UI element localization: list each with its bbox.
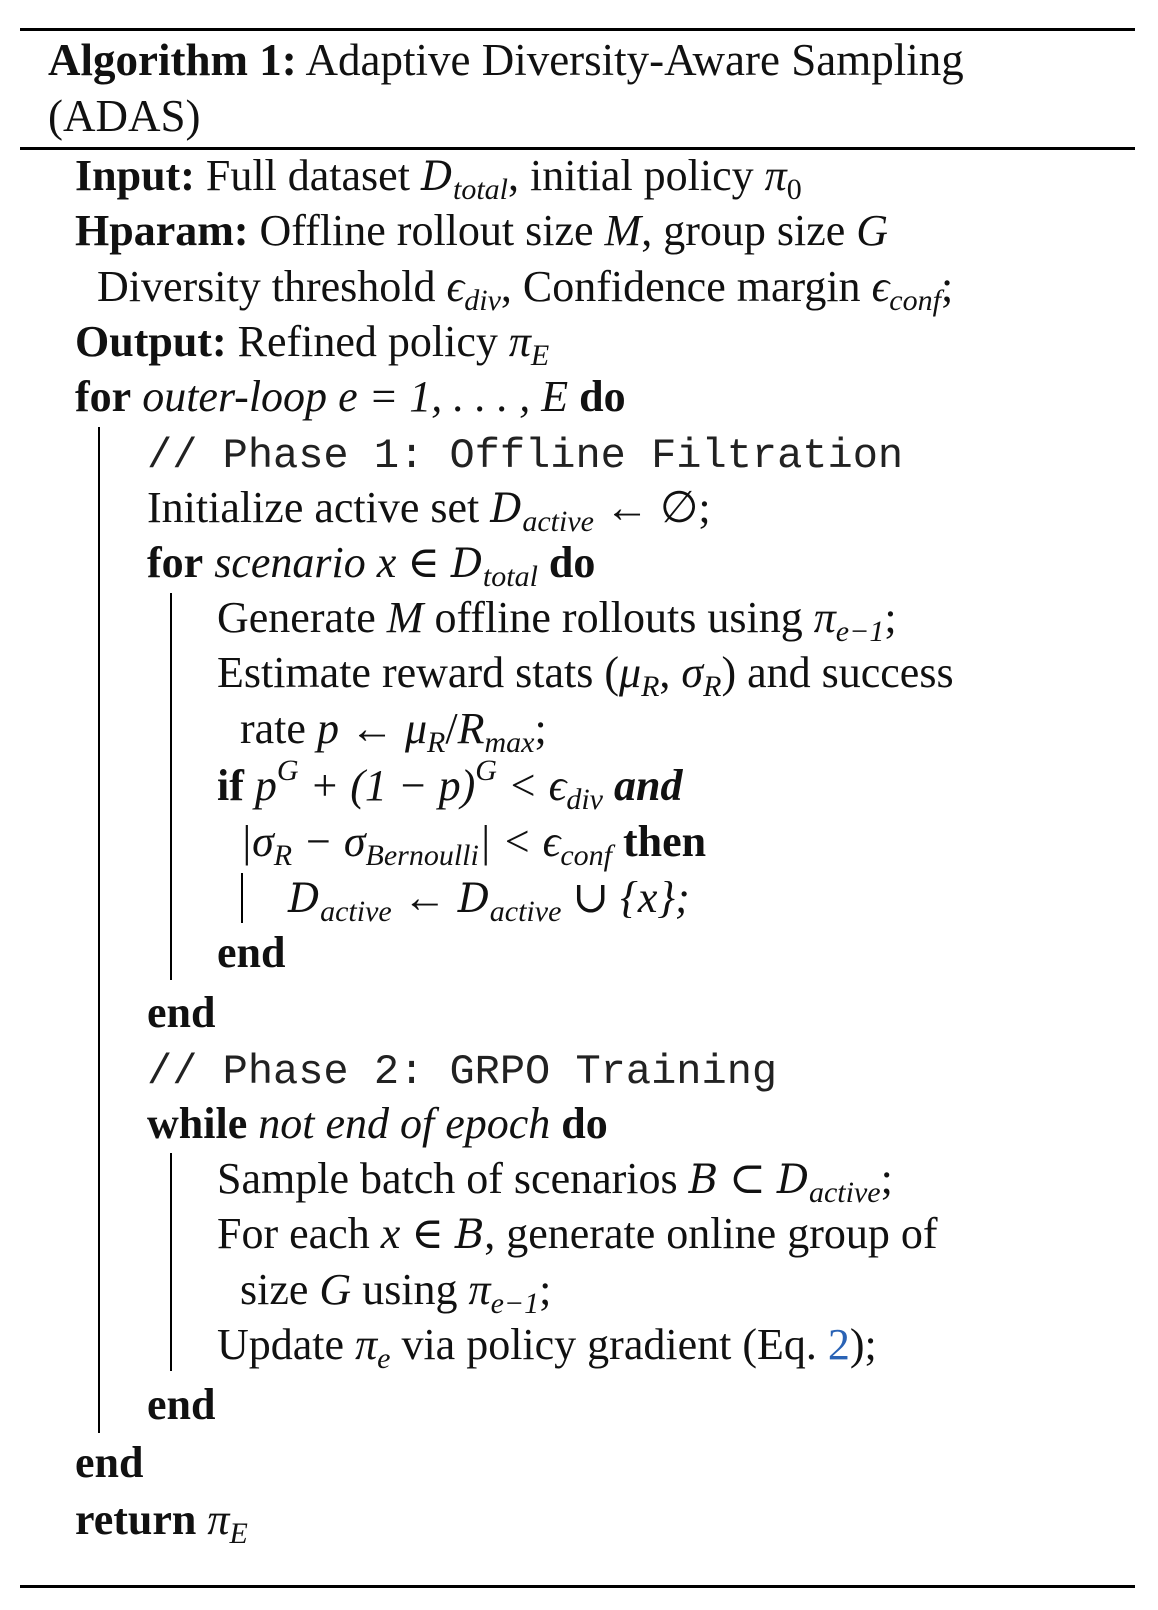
p-symbol: p xyxy=(243,761,277,810)
batch-symbol: B xyxy=(454,1212,485,1258)
if-keyword: if xyxy=(217,761,244,810)
end-keyword: end xyxy=(217,928,286,977)
return-line xyxy=(75,1492,248,1548)
epsilon-symbol-2: ϵ xyxy=(871,262,890,311)
hparam-line-2 xyxy=(97,259,953,315)
hparam2-text: Diversity threshold xyxy=(97,262,447,311)
active-subscript: active xyxy=(522,505,594,538)
mu-symbol: μ xyxy=(404,704,428,753)
for-scenario-line xyxy=(147,535,595,591)
while-keyword: while xyxy=(147,1099,248,1148)
outer-loop-bar xyxy=(98,427,100,1433)
policy-subscript: e−1 xyxy=(490,1287,540,1320)
scenario-loop-bar xyxy=(170,593,172,980)
return-keyword: return xyxy=(75,1495,197,1544)
init-line xyxy=(147,480,711,536)
equation-reference-link[interactable]: 2 xyxy=(827,1320,850,1369)
hparam-text: Offline rollout size xyxy=(259,206,605,255)
for-outer-line xyxy=(75,369,626,425)
rollout-size-symbol: M xyxy=(604,206,642,255)
dataset-symbol: D xyxy=(450,541,483,587)
policy-symbol: π xyxy=(813,593,836,642)
rate-line xyxy=(240,701,547,757)
sample-text: Sample batch of scenarios xyxy=(217,1154,689,1203)
if-body-bar xyxy=(241,873,243,923)
phase2-comment xyxy=(147,1041,777,1097)
active-set-symbol: D xyxy=(776,1157,809,1203)
rollout-size-symbol: M xyxy=(386,593,424,642)
size-line xyxy=(240,1262,551,1318)
end-for-scenario-line xyxy=(147,985,215,1041)
while-loop-bar xyxy=(170,1153,172,1371)
r-symbol: R xyxy=(457,704,485,753)
policy-subscript: 0 xyxy=(786,173,802,206)
active-subscript: active xyxy=(808,1176,881,1209)
for-expression: x ∈ xyxy=(365,538,451,587)
policy-symbol: π xyxy=(196,1495,230,1544)
input-text: Full dataset xyxy=(205,151,421,200)
algorithm-title-line1: Adaptive Diversity-Aware Sampling xyxy=(305,35,964,85)
policy-subscript: E xyxy=(229,1517,248,1550)
size-text: size xyxy=(240,1265,320,1314)
init-text: Initialize active set xyxy=(147,483,491,532)
sigma-subscript: R xyxy=(703,670,722,703)
epsilon-symbol: ϵ xyxy=(446,262,465,311)
sample-line xyxy=(217,1151,893,1207)
input-line xyxy=(75,148,802,204)
algorithm-caption xyxy=(48,32,1108,144)
epsilon-div-subscript: div xyxy=(464,284,501,317)
estimate-text-2: ) and success xyxy=(721,648,954,697)
hparam2-text-2: , Confidence margin xyxy=(500,262,872,311)
assign-line xyxy=(288,870,690,926)
generate-line xyxy=(217,590,897,646)
semicolon: ; xyxy=(880,1154,893,1203)
dataset-symbol: D xyxy=(420,154,454,200)
active-set-symbol-2: D xyxy=(457,876,490,922)
end-keyword: end xyxy=(147,988,216,1037)
for-condition: outer-loop xyxy=(142,372,328,421)
end-if-line xyxy=(217,925,285,981)
comment-text: // Phase 1: Offline Filtration xyxy=(147,432,904,480)
for-condition: scenario xyxy=(214,538,366,587)
cond-minus-sigma: − σ xyxy=(292,817,366,866)
policy-symbol: π xyxy=(764,151,787,200)
end-while-line xyxy=(147,1377,215,1433)
generate-text-2: offline rollouts using xyxy=(423,593,814,642)
for-keyword: for xyxy=(75,372,132,421)
end-for-outer-line xyxy=(75,1435,143,1491)
arrow: ← xyxy=(391,873,458,922)
bottom-rule xyxy=(20,1585,1135,1588)
update-text-2: via policy gradient (Eq. xyxy=(390,1320,828,1369)
group-size-symbol: G xyxy=(856,206,889,255)
active-subscript: active xyxy=(320,895,392,928)
output-text: Refined policy xyxy=(237,317,509,366)
rate-text: rate xyxy=(240,704,317,753)
size-text-2: using xyxy=(351,1265,469,1314)
end-keyword: end xyxy=(147,1380,216,1429)
comment-text: // Phase 2: GRPO Training xyxy=(147,1048,778,1096)
bernoulli-subscript: Bernoulli xyxy=(365,839,479,872)
hparam-keyword: Hparam: xyxy=(75,206,249,255)
dataset-subscript: total xyxy=(453,173,509,206)
end-keyword: end xyxy=(75,1438,144,1487)
r-subscript: max xyxy=(484,726,535,759)
g-superscript: G xyxy=(276,754,299,787)
top-rule xyxy=(20,28,1135,31)
policy-subscript: E xyxy=(530,339,550,372)
then-keyword: then xyxy=(623,817,707,866)
dataset-subscript: total xyxy=(482,560,538,593)
input-text-2: , initial policy xyxy=(508,151,765,200)
algorithm-title-line2: (ADAS) xyxy=(48,91,201,141)
conf-subscript: conf xyxy=(560,839,613,872)
active-set-symbol: D xyxy=(288,876,321,922)
g-superscript-2: G xyxy=(475,754,497,787)
do-keyword: do xyxy=(548,538,596,587)
foreach-text: For each xyxy=(217,1209,381,1258)
policy-subscript: e−1 xyxy=(835,615,885,648)
group-size-symbol: G xyxy=(319,1265,352,1314)
cond-less-than: | < ϵ xyxy=(478,817,561,866)
div-subscript: div xyxy=(566,783,603,816)
less-than-epsilon: < ϵ xyxy=(496,761,567,810)
cond-sigma: |σ xyxy=(240,817,274,866)
and-keyword: and xyxy=(614,761,683,810)
estimate-text: Estimate reward stats ( xyxy=(217,648,619,697)
algorithm-label: Algorithm 1: xyxy=(48,35,297,85)
update-text-3: ); xyxy=(849,1320,877,1369)
semicolon: ; xyxy=(940,262,954,311)
sigma-symbol: σ xyxy=(681,648,704,697)
if-line xyxy=(217,754,683,816)
active-subscript-2: active xyxy=(489,895,562,928)
if-expression: + (1 − p) xyxy=(298,761,476,810)
semicolon: ; xyxy=(534,704,547,753)
policy-symbol: π xyxy=(508,317,531,366)
semicolon: ; xyxy=(884,593,897,642)
slash: / xyxy=(445,704,458,753)
output-line xyxy=(75,314,549,370)
foreach-text-2: , generate online group of xyxy=(484,1209,938,1258)
output-keyword: Output: xyxy=(75,317,227,366)
r-subscript: R xyxy=(273,839,293,872)
init-assignment: ← ∅; xyxy=(593,483,711,532)
policy-symbol: π xyxy=(468,1265,491,1314)
generate-text: Generate xyxy=(217,593,387,642)
arrow: ← xyxy=(338,704,405,753)
update-text: Update xyxy=(217,1320,356,1369)
mu-subscript: R xyxy=(641,670,660,703)
phase1-comment xyxy=(147,425,903,481)
while-condition: not end of epoch xyxy=(258,1099,551,1148)
for-keyword: for xyxy=(147,538,204,587)
subset-symbol: ⊂ xyxy=(718,1154,777,1203)
policy-subscript: e xyxy=(377,1342,391,1375)
if-condition-2-line xyxy=(240,814,706,870)
hparam-text-2: , group size xyxy=(641,206,857,255)
update-line xyxy=(217,1317,877,1373)
while-line xyxy=(147,1096,608,1152)
estimate-line xyxy=(217,645,954,701)
semicolon: ; xyxy=(539,1265,552,1314)
mu-subscript: R xyxy=(427,726,446,759)
foreach-line xyxy=(217,1206,938,1262)
active-set-symbol: D xyxy=(490,486,523,532)
input-keyword: Input: xyxy=(75,151,195,200)
p-symbol: p xyxy=(316,704,339,753)
comma: , xyxy=(659,648,682,697)
do-keyword: do xyxy=(561,1099,608,1148)
union-expression: ∪ {x}; xyxy=(561,873,690,922)
x-symbol: x xyxy=(380,1209,401,1258)
for-expression: e = 1, . . . , E xyxy=(327,372,580,421)
batch-symbol: B xyxy=(688,1157,719,1203)
policy-symbol: π xyxy=(355,1320,378,1369)
hparam-line xyxy=(75,203,888,259)
epsilon-conf-subscript: conf xyxy=(889,284,941,317)
do-keyword: do xyxy=(579,372,626,421)
in-symbol: ∈ xyxy=(400,1209,455,1258)
mu-symbol: μ xyxy=(618,648,642,697)
